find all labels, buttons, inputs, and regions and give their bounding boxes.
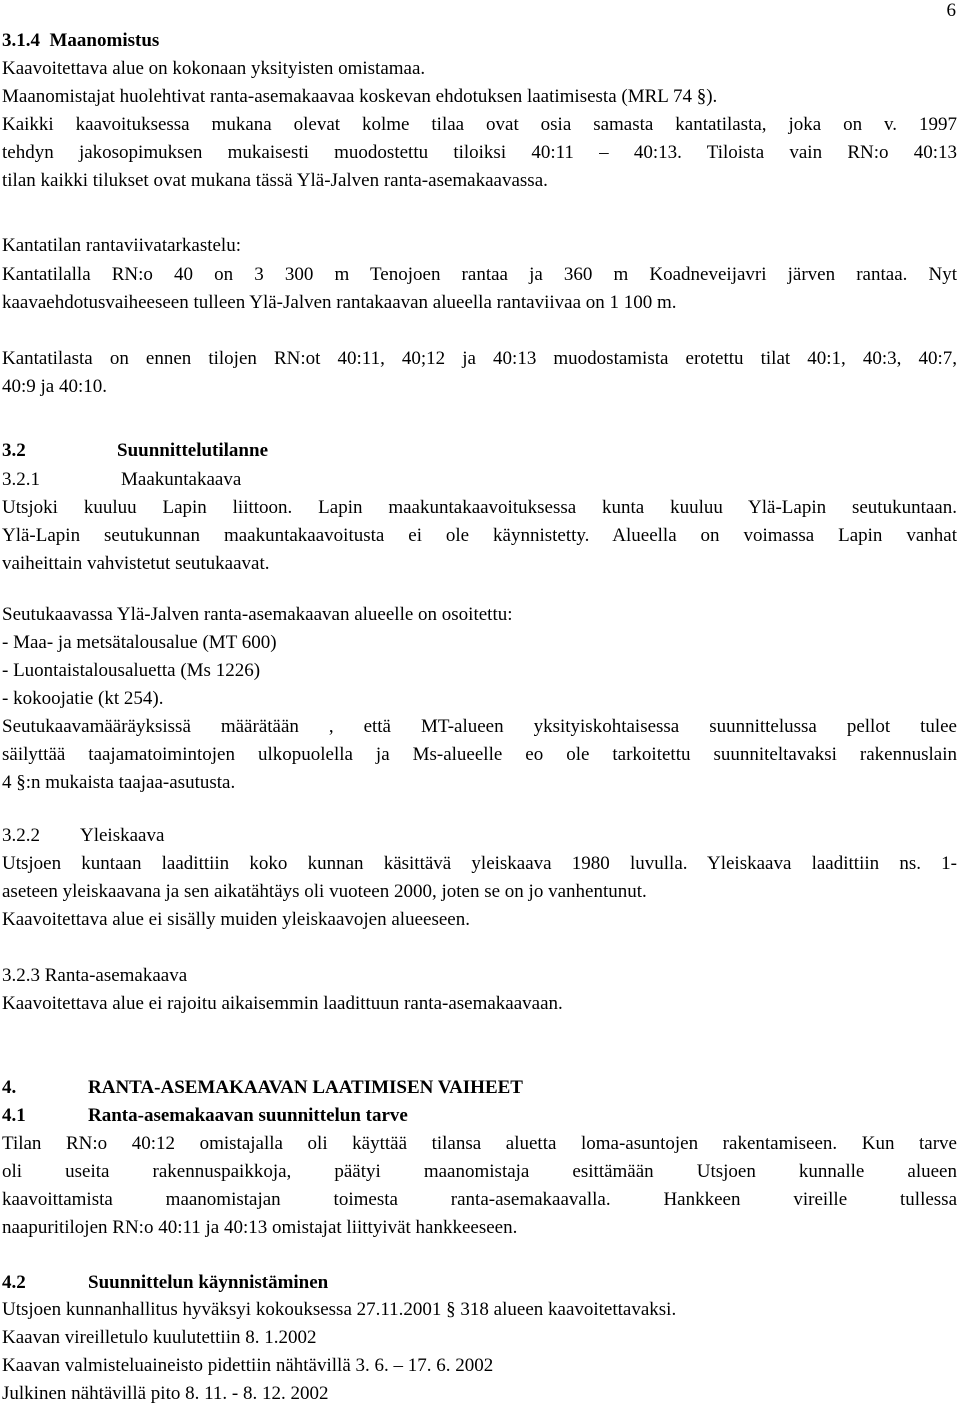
subheading-3-2-1: [2, 470, 241, 489]
paragraph-line: Kantatilasta on ennen tilojen RN:ot 40:11, 40;12 ja 40:13 muodostamista erotettu tilat 40:1, 40:3, 40:7,: [2, 348, 957, 369]
paragraph-line: Kaavan valmisteluaineisto pidettiin nähtävillä 3. 6. – 17. 6. 2002: [2, 1355, 494, 1376]
paragraph-line: Kantatilalla RN:o 40 on 3 300 m Tenojoen rantaa ja 360 m Koadneveijavri järven rantaa. Nyt: [2, 264, 957, 285]
heading-4-2: [2, 1273, 328, 1292]
subheading-title: Maakuntakaava: [121, 469, 242, 490]
page-number: 6: [946, 0, 956, 21]
heading-title: Suunnittelun käynnistäminen: [88, 1272, 329, 1293]
heading-4-1: [2, 1106, 408, 1125]
heading-number: 3.2: [2, 440, 26, 461]
subheading-number: 3.2.2: [2, 825, 40, 846]
paragraph-line: tilan kaikki tilukset ovat mukana tässä Ylä-Jalven ranta-asemakaavassa.: [2, 170, 548, 191]
subheading-3-2-2: [2, 826, 164, 845]
heading-title: Suunnittelutilanne: [117, 440, 268, 461]
paragraph-line: Kaavoitettava alue ei rajoitu aikaisemmin laadittuun ranta-asemakaavaan.: [2, 993, 563, 1014]
heading-3-2: [2, 441, 268, 460]
paragraph-line: 4 §:n mukaista taajaa-asutusta.: [2, 772, 236, 793]
paragraph-line: Seutukaavassa Ylä-Jalven ranta-asemakaavan alueelle on osoitettu:: [2, 604, 513, 625]
paragraph-line: säilyttää taajamatoimintojen ulkopuolella ja Ms-alueelle eo ole tarkoitettu suunniteltavaksi rakennuslain: [2, 744, 957, 765]
heading-title: Maanomistus: [49, 30, 160, 51]
heading-number: 4.1: [2, 1105, 26, 1126]
paragraph-line: oli useita rakennuspaikkoja, päätyi maanomistaja esittämään Utsjoen kunnalle alueen: [2, 1161, 957, 1182]
paragraph-line: naapuritilojen RN:o 40:11 ja 40:13 omistajat liittyivät hankkeeseen.: [2, 1217, 518, 1238]
paragraph-line: Maanomistajat huolehtivat ranta-asemakaavaa koskevan ehdotuksen laatimisesta (MRL 74 §).: [2, 86, 718, 107]
subheading-number: 3.2.1: [2, 469, 40, 490]
paragraph-line: Seutukaavamääräyksissä määrätään , että MT-alueen yksityiskohtaisessa suunnittelussa pellot tulee: [2, 716, 957, 737]
list-item: - Luontaistalousaluetta (Ms 1226): [2, 660, 261, 681]
paragraph-line: aseteen yleiskaavana ja sen aikatähtäys oli vuoteen 2000, joten se on jo vanhentunut.: [2, 881, 647, 902]
paragraph-line: vaiheittain vahvistetut seutukaavat.: [2, 553, 270, 574]
list-item: - Maa- ja metsätalousalue (MT 600): [2, 632, 277, 653]
paragraph-line: Ylä-Lapin seutukunnan maakuntakaavoitusta ei ole käynnistetty. Alueella on voimassa Lapin vanhat: [2, 525, 957, 546]
heading-title: RANTA-ASEMAKAAVAN LAATIMISEN VAIHEET: [88, 1077, 523, 1098]
paragraph-line: tehdyn jakosopimuksen mukaisesti muodostettu tiloiksi 40:11 – 40:13. Tiloista vain RN:o 40:13: [2, 142, 957, 163]
paragraph-line: Julkinen nähtävillä pito 8. 11. - 8. 12. 2002: [2, 1383, 329, 1404]
paragraph-line: Utsjoen kuntaan laadittiin koko kunnan käsittävä yleiskaava 1980 luvulla. Yleiskaava laadittiin ns. 1-: [2, 853, 957, 874]
heading-number: 4.: [2, 1077, 17, 1098]
heading-3-1-4: [2, 31, 159, 50]
paragraph-line: Kaavoitettava alue on kokonaan yksityisten omistamaa.: [2, 58, 426, 79]
paragraph-label: Kantatilan rantaviivatarkastelu:: [2, 235, 241, 256]
heading-number: 4.2: [2, 1272, 26, 1293]
paragraph-line: Utsjoki kuuluu Lapin liittoon. Lapin maakuntakaavoituksessa kunta kuuluu Ylä-Lapin seutukuntaan.: [2, 497, 957, 518]
paragraph-line: Tilan RN:o 40:12 omistajalla oli käyttää tilansa aluetta loma-asuntojen rakentamiseen. Kun tarve: [2, 1133, 957, 1154]
subheading-title: Yleiskaava: [80, 825, 165, 846]
paragraph-line: kaavaehdotusvaiheeseen tulleen Ylä-Jalven rantakaavan alueella rantaviivaa on 1 100 m.: [2, 292, 677, 313]
subheading-3-2-3: 3.2.3 Ranta-asemakaava: [2, 965, 188, 986]
paragraph-line: 40:9 ja 40:10.: [2, 376, 108, 397]
paragraph-line: Kaavan vireilletulo kuulutettiin 8. 1.2002: [2, 1327, 317, 1348]
paragraph-line: Utsjoen kunnanhallitus hyväksyi kokouksessa 27.11.2001 § 318 alueen kaavoitettavaksi.: [2, 1299, 677, 1320]
list-item: - kokoojatie (kt 254).: [2, 688, 164, 709]
heading-4: [2, 1078, 523, 1097]
heading-title: Ranta-asemakaavan suunnittelun tarve: [88, 1105, 408, 1126]
paragraph-line: kaavoittamista maanomistajan toimesta ranta-asemakaavalla. Hankkeen vireille tullessa: [2, 1189, 957, 1210]
paragraph-line: Kaavoitettava alue ei sisälly muiden yleiskaavojen alueeseen.: [2, 909, 470, 930]
heading-number: 3.1.4: [2, 30, 40, 51]
paragraph-line: Kaikki kaavoituksessa mukana olevat kolme tilaa ovat osia samasta kantatilasta, joka on v. 1997: [2, 114, 957, 135]
